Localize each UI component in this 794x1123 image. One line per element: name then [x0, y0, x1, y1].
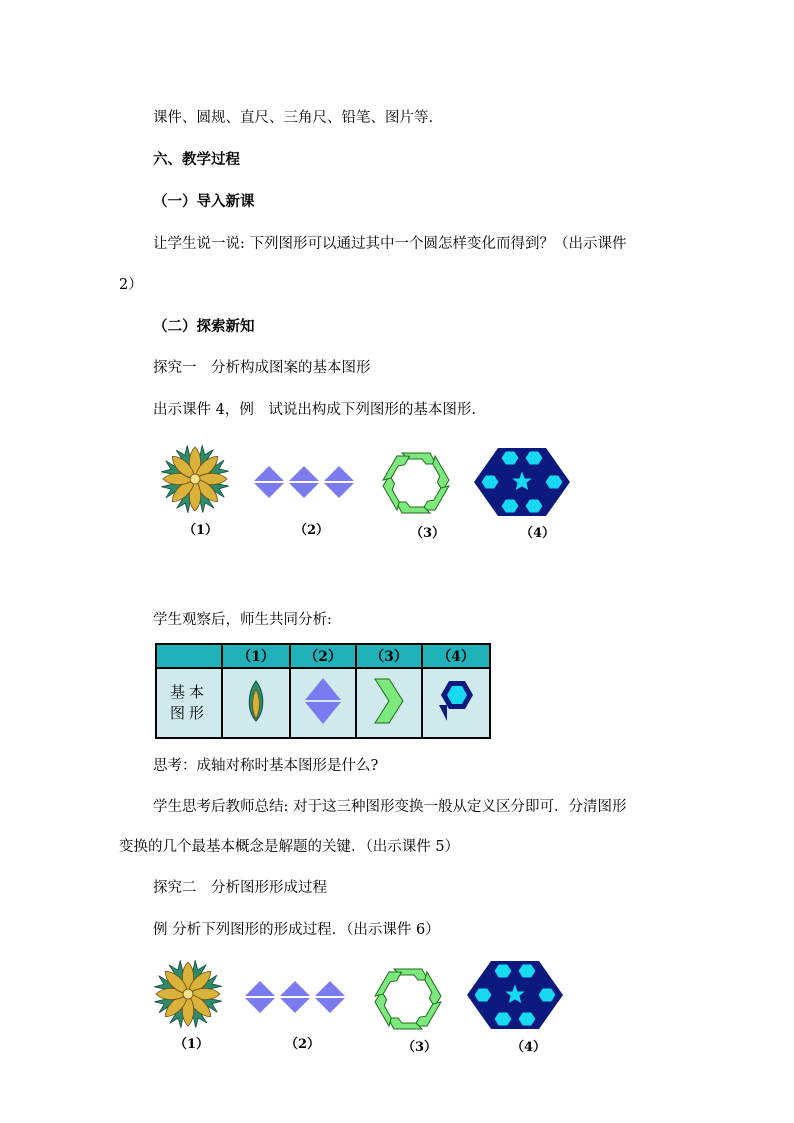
- diamond-icon: [303, 675, 343, 727]
- intro-text-line2: 2）: [119, 277, 143, 293]
- flower-icon: [148, 442, 242, 516]
- subheading-explore: （二）探索新知: [153, 318, 255, 335]
- table-row-label: [156, 668, 222, 738]
- figure-caption: （3）: [410, 526, 446, 541]
- table-cell-petal: [222, 668, 290, 738]
- petal-icon: [244, 679, 268, 723]
- hexagon-piece-icon: [435, 677, 477, 725]
- figure-caption: （3）: [402, 1040, 438, 1055]
- think-text: 思考：成轴对称时基本图形是什么?: [153, 758, 379, 774]
- figure-caption: （4）: [511, 1040, 547, 1055]
- chevron-arrow-icon: [366, 963, 450, 1035]
- figure-caption: （2）: [294, 523, 330, 538]
- chevron-arrow-icon: [374, 447, 458, 519]
- table-row: [156, 668, 490, 738]
- basic-shape-table: [155, 643, 491, 739]
- example1-text: 出示课件 4，例 试说出构成下列图形的基本图形.: [153, 402, 476, 418]
- subheading-intro: （一）导入新课: [153, 193, 255, 210]
- hexagon-star-icon: [465, 960, 565, 1030]
- section-heading-teaching-process: 六、教学过程: [153, 151, 240, 168]
- table-cell-hexagon: [422, 668, 490, 738]
- table-header-cell: [156, 644, 222, 668]
- summary-line2: 变换的几个最基本概念是解题的关键．（出示课件 5）: [119, 839, 460, 855]
- materials-text: 课件、圆规、直尺、三角尺、铅笔、图片等.: [153, 110, 434, 126]
- table-header-cell: （2）: [290, 644, 356, 668]
- table-cell-diamond: [290, 668, 356, 738]
- example2-text: 例 分析下列图形的形成过程．（出示课件 6）: [153, 922, 440, 938]
- figure-caption: （4）: [520, 526, 556, 541]
- row-label-line: 基本: [169, 683, 208, 701]
- figure-caption: （1）: [174, 1037, 210, 1052]
- table-cell-chevron: [356, 668, 422, 738]
- explore2-title: 探究二 分析图形形成过程: [153, 880, 327, 896]
- table-header-row: [156, 644, 490, 668]
- figure-caption: （1）: [183, 523, 219, 538]
- table-header-cell: （1）: [222, 644, 290, 668]
- table-header-cell: （3）: [356, 644, 422, 668]
- triangle-diamond-icon: [252, 464, 356, 500]
- chevron-icon: [372, 677, 406, 725]
- summary-line1: 学生思考后教师总结: 对于这三种图形变换一般从定义区分即可．分清图形: [153, 799, 627, 815]
- intro-text-line1: 让学生说一说: 下列图形可以通过其中一个圆怎样变化而得到？（出示课件: [153, 236, 627, 252]
- triangle-diamond-icon: [243, 979, 347, 1015]
- table-header-cell: （4）: [422, 644, 490, 668]
- row-label-line: 图形: [169, 704, 208, 722]
- hexagon-star-icon: [472, 447, 572, 517]
- observe-text: 学生观察后，师生共同分析:: [153, 612, 332, 628]
- figure-caption: （2）: [285, 1037, 321, 1052]
- flower-icon: [141, 957, 235, 1031]
- explore1-title: 探究一 分析构成图案的基本图形: [153, 360, 371, 376]
